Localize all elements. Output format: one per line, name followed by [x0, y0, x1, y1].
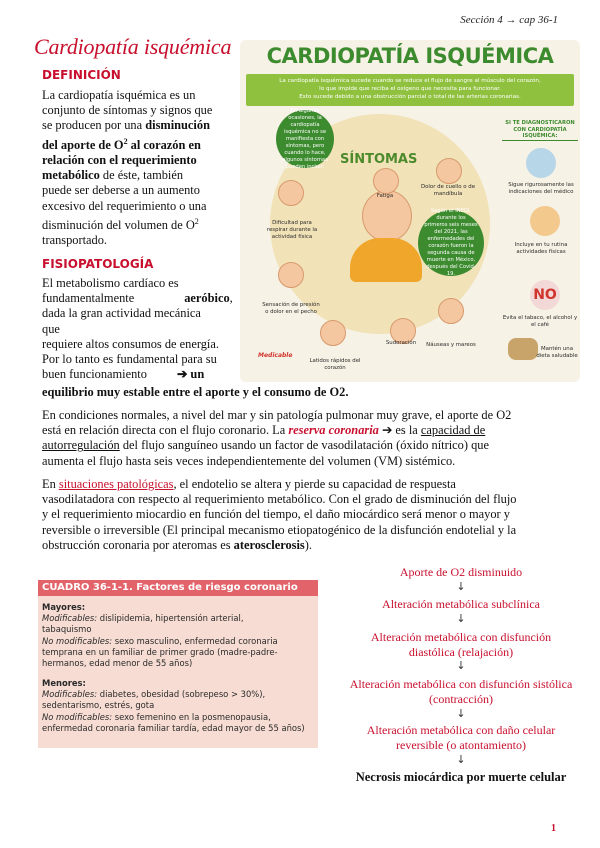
infographic-title: CARDIOPATÍA ISQUÉMICA [266, 44, 554, 68]
flow-arrow-icon: ↓ [456, 612, 466, 625]
text-line: El metabolismo cardíaco es [42, 276, 179, 290]
text-line: que [42, 321, 60, 336]
symptom-latidos: Latidos rápidos del corazón [309, 358, 361, 371]
infographic-band-text: La cardiopatía isquémica sucede cuando se reduce el flujo de sangre al músculo del corazón, lo que impide que reciba el oxígeno que necesita para funcionar. Esto sucede debido a una obstrucción parcial o total de las arterias coronarias. [279, 78, 541, 100]
text-line: metabólico de éste, también [42, 168, 184, 183]
page-title: Cardiopatía isquémica [34, 34, 232, 59]
info-bubble-intro: En algunas ocasiones, la cardiopatía isquémica no se manifiesta con síntomas, pero cuando lo hace, algunos síntomas pueden incluir: [276, 110, 334, 168]
info-bubble-inegi: Según el INEGI, durante los primeros seis meses del 2021, las enfermedades del corazón fueron la segunda causa de muerte en México, después del Covid-19. [418, 210, 484, 276]
flow-arrow-icon: ↓ [456, 659, 466, 672]
symptom-dificultad-respirar: Dificultad para respirar durante la actividad física [266, 220, 318, 240]
text-line: excesivo del requerimiento o una [42, 198, 207, 213]
breathing-face-icon [278, 180, 304, 206]
palpitations-face-icon [320, 320, 346, 346]
symptom-dolor-cuello: Dolor de cuello o de mandíbula [420, 184, 476, 197]
neck-pain-face-icon [436, 158, 462, 184]
definicion-text [42, 88, 234, 248]
text-line: reversible o irreversible (El principal mecanismo etiopatogénico de la disfunción endotelial y la [42, 522, 517, 537]
text-line: En situaciones patológicas, el endotelio se altera y pierde su capacidad de respuesta [42, 477, 456, 491]
flow-step-3: Alteración metabólica con disfunción diastólica (relajación) [370, 630, 552, 659]
definicion-heading: DEFINICIÓN [42, 68, 121, 82]
fisiopatologia-heading: FISIOPATOLOGÍA [42, 257, 154, 271]
text-line: del aporte de $O^2$ al corazón en [42, 136, 201, 152]
fisiopatologia-line-full: equilibrio muy estable entre el aporte y el consumo de O2. [42, 385, 349, 399]
rec-evitar-tabaco: Evita el tabaco, el alcohol y el café [502, 315, 578, 328]
text-line: buen funcionamiento ➔ un [42, 367, 205, 382]
fatigue-face-icon [373, 168, 399, 194]
text-line: se producen por una disminución [42, 118, 210, 133]
flow-step-6: Necrosis miocárdica por muerte celular [355, 770, 567, 784]
exercise-icon [530, 206, 560, 236]
flow-arrow-icon: ↓ [456, 580, 466, 593]
text-line: Por lo tanto es fundamental para su [42, 352, 217, 367]
text-line: aumenta el flujo hasta seis veces independientemente del volumen (VM) sistémico. [42, 453, 456, 468]
text-line: puede ser deberse a un aumento [42, 183, 200, 198]
text-line: obstrucción coronaria por ateromas es aterosclerosis). [42, 537, 312, 552]
text-line: autorregulación del flujo sanguíneo usando un factor de vasodilatación (óxido nítrico) que [42, 438, 489, 453]
symptoms-heading: SÍNTOMAS [340, 152, 418, 167]
situaciones-patologicas-paragraph [42, 477, 572, 553]
chest-pain-face-icon [278, 262, 304, 288]
central-person-shirt [350, 238, 422, 282]
flow-step-4: Alteración metabólica con disfunción sistólica (contracción) [349, 677, 573, 706]
brand-logo: Medicable [258, 352, 293, 359]
doctor-icon [526, 148, 556, 178]
text-line: y el requerimiento miocardio en función del tiempo, el daño miocárdico será menor o mayor y [42, 507, 510, 522]
symptom-presion-pecho: Sensación de presión o dolor en el pecho [262, 302, 320, 315]
symptom-sudoracion: Sudoración [385, 340, 417, 346]
fisiopatologia-text [42, 276, 234, 382]
healthy-food-icon [508, 338, 538, 360]
flow-arrow-icon: ↓ [456, 753, 466, 766]
section-reference: Sección 4 → cap 36-1 [460, 14, 558, 26]
text-line: La cardiopatía isquémica es un [42, 88, 196, 102]
reserva-coronaria-paragraph [42, 408, 572, 469]
rec-dieta: Mantén una dieta saludable [536, 346, 578, 359]
rec-indicaciones: Sigue rigurosamente las indicaciones del médico [508, 182, 574, 195]
risk-menores: Menores: Modificables: diabetes, obesidad (sobrepeso > 30%), sedentarismo, estrés, gota No modificables: sexo femenino en la posmenopausia, enfermedad coronaria familiar tardía, edad mayor de 55 años) [42, 678, 305, 733]
flow-step-1: Aporte de O2 disminuido [399, 565, 523, 579]
risk-mayores: Mayores: Modificables: dislipidemia, hipertensión arterial, tabaquismo No modificables: sexo masculino, enfermedad coronaria temprana en un familiar de primer grado (madre-padre- hermanos, edad menor de 55 años) [42, 602, 278, 669]
nausea-face-icon [438, 298, 464, 324]
risk-factors-table [38, 580, 318, 748]
flow-arrow-icon: ↓ [456, 707, 466, 720]
flow-step-5: Alteración metabólica con daño celular reversible (o atontamiento) [366, 723, 556, 752]
text-line: relación con el requerimiento [42, 152, 197, 167]
flow-step-2: Alteración metabólica subclínica [382, 597, 540, 611]
text-line: está en relación directa con el flujo coronario. La reserva coronaria ➔ es la capacidad de [42, 423, 486, 438]
page-number: 1 [551, 823, 556, 834]
text-line: disminución del volumen de $O^2$ [42, 216, 199, 232]
risk-table-header: CUADRO 36-1-1. Factores de riesgo coronario [38, 580, 318, 596]
text-line: conjunto de síntomas y signos que [42, 103, 213, 118]
text-line: fundamentalmente aeróbico, [42, 291, 233, 306]
symptom-nauseas: Náuseas y mareos [426, 342, 476, 348]
no-sign-icon: NO [530, 280, 560, 310]
infographic [240, 40, 580, 382]
text-line: requiere altos consumos de energía. [42, 336, 219, 351]
diagnosis-heading: SI TE DIAGNOSTICARON CON CARDIOPATÍA ISQUÉMICA: [502, 120, 578, 141]
text-line: vasodilatadora con respecto al requerimiento metabólico. Con el grado de disminución del flujo [42, 492, 517, 507]
text-line: transportado. [42, 233, 108, 248]
symptom-fatiga: Fatiga [376, 193, 394, 199]
text-line: dada la gran actividad mecánica [42, 306, 201, 321]
text-line: En condiciones normales, a nivel del mar y sin patología pulmonar muy grave, el aporte de O2 [42, 408, 512, 422]
rec-actividad-fisica: Incluye en tu rutina actividades físicas [514, 242, 568, 255]
